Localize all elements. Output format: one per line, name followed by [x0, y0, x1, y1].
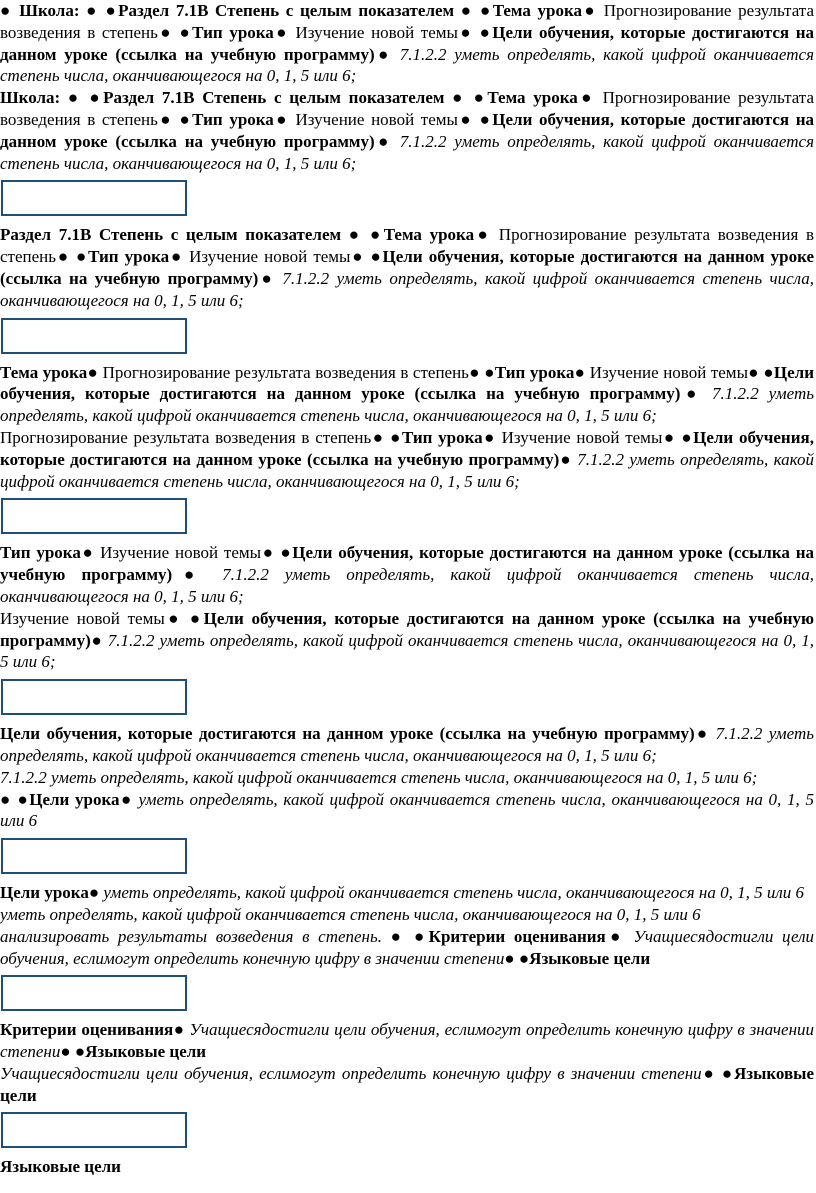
- italic-text: 7.1.2.2 уметь определять, какой цифрой оканчивается степень числа, оканчивающегося на 0, 1, 5 или 6;: [0, 565, 814, 606]
- bold-label: ● ●Цели урока●: [0, 789, 139, 809]
- bold-label: ● ●Тип урока●: [157, 109, 296, 129]
- answer-box[interactable]: [1, 975, 187, 1011]
- bold-label: ● ●Языковые цели: [0, 1063, 814, 1105]
- text-paragraph: [0, 0, 814, 87]
- italic-text: уметь определять, какой цифрой оканчивается степень числа, оканчивающегося на 0, 1, 5 или 6: [0, 789, 815, 831]
- italic-text: 7.1.2.2 уметь определять, какой цифрой оканчивается степень числа, оканчивающегося на 0, 1, 5 или 6;: [0, 384, 814, 426]
- bold-label: Тип урока●: [0, 543, 101, 563]
- answer-box[interactable]: [1, 1112, 187, 1148]
- plain-text: Изучение новой темы: [100, 543, 262, 563]
- text-paragraph: [0, 789, 814, 833]
- text-paragraph: [0, 362, 814, 427]
- plain-text: Прогнозирование результата возведения в степень: [0, 427, 372, 447]
- bold-label: ● ●Цели обучения, которые достигаются на данном уроке (ссылка на учебную программу)●: [0, 109, 815, 151]
- text-paragraph: [0, 882, 814, 904]
- italic-text: 7.1.2.2 уметь определять, какой цифрой оканчивается степень числа, оканчивающегося на 0, 1, 5 или 6;: [0, 131, 814, 173]
- bold-label: ● ●Цели обучения, которые достигаются на данном уроке (ссылка на учебную программу)●: [0, 608, 814, 650]
- plain-text: Изучение новой темы: [589, 362, 748, 382]
- plain-text: Изучение новой темы: [295, 109, 458, 129]
- text-paragraph: [0, 1019, 814, 1063]
- text-paragraph: [0, 1156, 814, 1178]
- bold-label: ● ●Цели обучения, которые достигаются на данном уроке (ссылка на учебную программу)●: [0, 362, 814, 404]
- bold-label: ● ●Цели обучения, которые достигаются на данном уроке (ссылка на учебную программу)●: [0, 543, 815, 585]
- bold-label: Цели обучения, которые достигаются на данном уроке (ссылка на учебную программу)●: [0, 724, 716, 744]
- bold-label: Школа: ● ●Раздел 7.1В Степень с целым показателем ● ●Тема урока●: [0, 88, 603, 108]
- bold-label: ● ●Цели обучения, которые достигаются на данном уроке (ссылка на учебную программу)●: [0, 247, 814, 288]
- bold-label: ● ●Тип урока●: [468, 362, 590, 382]
- italic-text: 7.1.2.2 уметь определять, какой цифрой оканчивается степень числа, оканчивающегося на 0, 1, 5 или 6;: [0, 449, 814, 491]
- bold-label: ● ●Цели обучения, которые достигаются на данном уроке (ссылка на учебную программу)●: [0, 427, 814, 469]
- bold-label: Цели урока●: [0, 883, 104, 903]
- italic-text: 7.1.2.2 уметь определять, какой цифрой оканчивается степень числа, оканчивающегося на 0, 1, 5 или 6;: [0, 767, 758, 787]
- text-paragraph: [0, 542, 814, 607]
- bold-label: Языковые цели: [0, 1157, 121, 1177]
- answer-box[interactable]: [1, 180, 187, 216]
- plain-text: Изучение новой темы: [501, 427, 663, 447]
- bold-label: ● ●Тип урока●: [157, 22, 296, 42]
- plain-text: Изучение новой темы: [189, 247, 351, 267]
- text-paragraph: [0, 767, 814, 789]
- bold-label: ● ●Критерии оценивания●: [390, 926, 634, 946]
- text-paragraph: [0, 723, 814, 767]
- bold-label: ● ●Языковые цели: [60, 1042, 207, 1062]
- plain-text: Прогнозирование результата возведения в степень: [0, 88, 814, 129]
- italic-text: 7.1.2.2 уметь определять, какой цифрой оканчивается степень числа, оканчивающегося на 0, 1, 5 или 6;: [0, 724, 814, 765]
- bold-label: ● ●Языковые цели: [504, 948, 651, 968]
- italic-text: Учащиесядостигли цели обучения, еслимогут определить конечную цифру в значении степени: [0, 926, 814, 968]
- answer-box[interactable]: [1, 318, 187, 354]
- text-paragraph: [0, 427, 814, 492]
- bold-label: Школа: ● ●Раздел 7.1В Степень с целым показателем ● ●Тема урока●: [19, 1, 604, 20]
- answer-box[interactable]: [1, 498, 187, 534]
- text-paragraph: [0, 904, 814, 926]
- bold-label: ●: [0, 1, 20, 20]
- plain-text: Прогнозирование результата возведения в степень: [0, 1, 814, 42]
- bold-label: Раздел 7.1В Степень с целым показателем ● ●Тема урока●: [0, 225, 499, 245]
- plain-text: Прогнозирование результата возведения в степень: [102, 362, 469, 382]
- text-paragraph: [0, 87, 814, 174]
- italic-text: анализировать результаты возведения в степень.: [0, 926, 391, 946]
- bold-label: Тема урока●: [0, 362, 103, 382]
- bold-label: ● ●Тип урока●: [371, 427, 502, 447]
- plain-text: Изучение новой темы: [295, 22, 458, 42]
- italic-text: Учащиесядостигли цели обучения, еслимогут определить конечную цифру в значении степени: [0, 1020, 815, 1062]
- italic-text: 7.1.2.2 уметь определять, какой цифрой оканчивается степень числа, оканчивающегося на 0, 1, 5 или 6;: [0, 44, 814, 86]
- plain-text: Прогнозирование результата возведения в степень: [0, 225, 814, 267]
- answer-box[interactable]: [1, 679, 187, 715]
- text-paragraph: [0, 224, 814, 311]
- bold-label: ● ●Цели обучения, которые достигаются на данном уроке (ссылка на учебную программу)●: [0, 22, 815, 64]
- answer-box[interactable]: [1, 838, 187, 874]
- italic-text: уметь определять, какой цифрой оканчивается степень числа, оканчивающегося на 0, 1, 5 или 6: [103, 883, 805, 903]
- italic-text: Учащиесядостигли цели обучения, еслимогут определить конечную цифру в значении степени: [0, 1063, 702, 1083]
- bold-label: ● ●Тип урока●: [56, 247, 190, 267]
- bold-label: Критерии оценивания●: [0, 1020, 190, 1040]
- text-paragraph: [0, 1063, 814, 1107]
- text-paragraph: [0, 608, 814, 673]
- plain-text: Изучение новой темы: [0, 608, 165, 628]
- italic-text: уметь определять, какой цифрой оканчивается степень числа, оканчивающегося на 0, 1, 5 или 6: [0, 904, 701, 924]
- italic-text: 7.1.2.2 уметь определять, какой цифрой оканчивается степень числа, оканчивающегося на 0, 1, 5 или 6;: [0, 630, 815, 672]
- italic-text: 7.1.2.2 уметь определять, какой цифрой оканчивается степень числа, оканчивающегося на 0, 1, 5 или 6;: [0, 268, 815, 310]
- text-paragraph: [0, 926, 814, 970]
